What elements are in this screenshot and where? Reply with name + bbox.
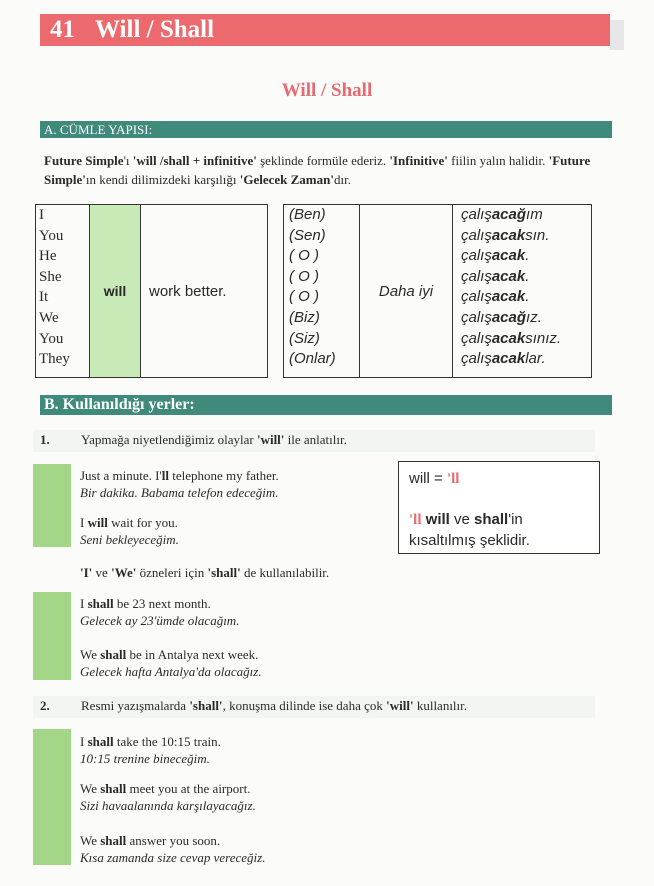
example-1-1 xyxy=(80,467,279,501)
shall-usage-note xyxy=(80,564,329,581)
verb-part: lar. xyxy=(525,350,546,368)
text-fragment: dır. xyxy=(333,172,351,187)
example-translation: Seni bekleyeceğim. xyxy=(80,532,179,547)
adverb-cell: Daha iyi xyxy=(360,205,453,378)
bold-term: 'will /shall + infinitive' xyxy=(132,153,257,168)
verb-part: çalış xyxy=(461,267,492,285)
text-fragment: I xyxy=(80,596,88,611)
contraction-note-box xyxy=(398,461,600,554)
text-fragment: We xyxy=(80,647,101,662)
bold-term: shall xyxy=(87,734,114,749)
pronoun: You xyxy=(39,330,64,347)
bold-term: shall xyxy=(100,781,127,796)
pronoun: (Onlar) xyxy=(289,350,336,368)
text-fragment: We xyxy=(80,833,101,848)
text-fragment: meet you at the airport. xyxy=(126,781,251,796)
bold-term: ll xyxy=(161,468,170,483)
verb-part: acak xyxy=(491,288,526,306)
section-a-bar xyxy=(40,121,612,138)
pronoun: ( O ) xyxy=(289,267,319,285)
text-fragment: , konuşma dilinde ise daha çok xyxy=(222,698,387,713)
page-heading: Will / Shall xyxy=(281,80,373,101)
verb-part: çalış xyxy=(461,288,492,306)
pronoun: He xyxy=(39,248,57,265)
pronoun: You xyxy=(39,227,64,244)
turkish-verb-form xyxy=(461,287,591,308)
unit-title-bar xyxy=(40,14,610,46)
bold-term: 'I' xyxy=(80,565,93,580)
example-sentence xyxy=(80,781,250,796)
pronoun: I xyxy=(39,207,44,223)
verb-part: acak xyxy=(491,247,526,265)
verb-part: sın. xyxy=(525,226,550,244)
bold-term: Future Simple xyxy=(44,153,124,168)
example-sentence xyxy=(80,515,178,530)
item-1-text xyxy=(81,432,347,448)
text-fragment: ve xyxy=(449,511,475,528)
verb-part: . xyxy=(525,247,530,265)
bold-term: shall xyxy=(100,833,127,848)
text-fragment: I xyxy=(80,515,88,530)
verb-part: çalış xyxy=(461,247,492,265)
example-sentence xyxy=(80,468,279,483)
bold-term: 'will' xyxy=(256,432,285,447)
turkish-verb-form xyxy=(461,349,591,370)
bold-term: 'will' xyxy=(386,698,414,713)
example-2-1 xyxy=(80,595,239,629)
pronoun: ( O ) xyxy=(289,247,319,265)
text-fragment: özneleri için xyxy=(136,565,208,580)
text-fragment: We xyxy=(80,781,101,796)
text-fragment: ile anlatılır. xyxy=(284,432,347,447)
auxiliary-cell: will xyxy=(90,205,141,378)
example-sentence xyxy=(80,647,258,662)
verb-part: acağ xyxy=(491,206,527,223)
contraction-term: 'll xyxy=(409,512,422,528)
example-sentence xyxy=(80,596,211,611)
verb-part: acak xyxy=(491,226,526,244)
turkish-conjugation-table xyxy=(283,204,592,378)
turkish-verb-column xyxy=(453,205,592,378)
note-line-3: kısaltılmış şeklidir. xyxy=(409,532,530,549)
verb-part: acak xyxy=(491,267,526,285)
example-translation: Sizi havaalanında karşılayacağız. xyxy=(80,798,256,813)
example-2-2 xyxy=(80,646,262,680)
pronoun: (Sen) xyxy=(289,226,326,244)
bold-term: shall xyxy=(87,596,114,611)
item-1-number: 1. xyxy=(40,432,50,447)
bold-term: 'Future Simple' xyxy=(44,153,591,187)
text-fragment: ın kendi dilimizdeki karşılığı xyxy=(85,172,240,187)
turkish-verb-form xyxy=(461,329,591,350)
item-2-text xyxy=(81,698,467,714)
text-fragment: telephone my father. xyxy=(169,468,279,483)
note-contraction: 'll xyxy=(446,471,460,487)
text-fragment: wait for you. xyxy=(107,515,178,530)
note-line-1 xyxy=(409,470,459,488)
verb-part: çalış xyxy=(461,206,492,223)
text-fragment: 'in xyxy=(508,511,523,528)
example-sentence xyxy=(80,734,221,749)
bold-term: 'shall' xyxy=(189,698,223,713)
verb-part: sınız. xyxy=(525,329,562,347)
turkish-verb-form xyxy=(461,226,591,247)
bold-term: 'Infinitive' xyxy=(389,153,448,168)
verb-part: acak xyxy=(491,350,526,368)
text-fragment: be in Antalya next week. xyxy=(126,647,259,662)
text-fragment: Just a minute. I' xyxy=(80,468,162,483)
example-marker-3 xyxy=(33,729,71,865)
unit-title: Will / Shall xyxy=(95,16,215,43)
example-3-1 xyxy=(80,733,221,767)
english-conjugation-table xyxy=(35,204,268,378)
verb-part: çalış xyxy=(461,329,492,347)
example-translation: Gelecek hafta Antalya'da olacağız. xyxy=(80,664,262,679)
text-fragment: Yapmağa niyetlendiğimiz olaylar xyxy=(81,432,257,447)
note-line-2 xyxy=(409,511,523,529)
pronoun: She xyxy=(39,268,62,285)
pronoun: (Biz) xyxy=(289,308,320,326)
note-will: will = xyxy=(409,470,447,487)
example-translation: Gelecek ay 23'ümde olacağım. xyxy=(80,613,240,628)
text-fragment: kullanılır. xyxy=(413,698,468,713)
bold-term: 'We' xyxy=(111,565,137,580)
bold-term: shall xyxy=(474,511,509,528)
text-fragment: I xyxy=(80,734,88,749)
bold-term: 'shall' xyxy=(207,565,241,580)
turkish-verb-form xyxy=(461,308,591,329)
verb-part: ız. xyxy=(526,308,542,326)
verb-part: . xyxy=(525,288,530,306)
turkish-verb-form xyxy=(461,267,591,288)
verb-part: çalış xyxy=(461,226,492,244)
example-translation: Bir dakika. Babama telefon edeceğim. xyxy=(80,485,279,500)
english-pronoun-column xyxy=(36,205,90,378)
text-fragment: şeklinde formüle ederiz. xyxy=(256,153,390,168)
title-shadow xyxy=(610,20,624,50)
pronoun: (Siz) xyxy=(289,329,320,347)
pronoun: We xyxy=(39,309,59,326)
unit-number: 41 xyxy=(50,16,75,43)
example-translation: 10:15 trenine bineceğim. xyxy=(80,751,210,766)
section-b-title: B. Kullanıldığı yerler: xyxy=(44,396,195,413)
text-fragment: Resmi yazışmalarda xyxy=(81,698,190,713)
item-2-number: 2. xyxy=(40,698,50,713)
section-a-title: A. CÜMLE YAPISI: xyxy=(44,122,153,137)
pronoun: (Ben) xyxy=(289,206,326,223)
text-fragment: take the 10:15 train. xyxy=(113,734,221,749)
section-a-intro xyxy=(44,151,604,189)
example-sentence xyxy=(80,833,220,848)
example-marker-2 xyxy=(33,592,71,680)
bold-term: will xyxy=(87,515,108,530)
turkish-verb-form xyxy=(461,205,591,226)
text-fragment: fiilin yalın halidir. xyxy=(447,153,549,168)
pronoun: ( O ) xyxy=(289,288,319,306)
turkish-pronoun-column xyxy=(284,205,360,378)
verb-part: çalış xyxy=(461,350,492,368)
verb-part: acak xyxy=(491,329,526,347)
verb-part: acağ xyxy=(491,308,527,326)
section-b-bar xyxy=(40,395,612,415)
verb-part: çalış xyxy=(461,308,492,326)
text-fragment: be 23 next month. xyxy=(113,596,211,611)
example-1-2 xyxy=(80,514,179,548)
text-fragment: answer you soon. xyxy=(126,833,221,848)
example-3-3 xyxy=(80,832,265,866)
bold-term: will xyxy=(421,511,450,528)
pronoun: It xyxy=(39,289,49,306)
turkish-verb-form xyxy=(461,246,591,267)
text-fragment: de kullanılabilir. xyxy=(240,565,330,580)
verb-cell: work better. xyxy=(141,205,268,378)
pronoun: They xyxy=(39,351,70,368)
verb-part: . xyxy=(525,267,530,285)
example-3-2 xyxy=(80,780,256,814)
bold-term: shall xyxy=(100,647,127,662)
verb-part: ım xyxy=(526,206,543,223)
text-fragment: ve xyxy=(92,565,112,580)
example-translation: Kısa zamanda size cevap vereceğiz. xyxy=(80,850,266,865)
bold-term: 'Gelecek Zaman' xyxy=(239,172,334,187)
text-fragment: 'ı xyxy=(123,153,133,168)
example-marker-1 xyxy=(33,464,71,547)
